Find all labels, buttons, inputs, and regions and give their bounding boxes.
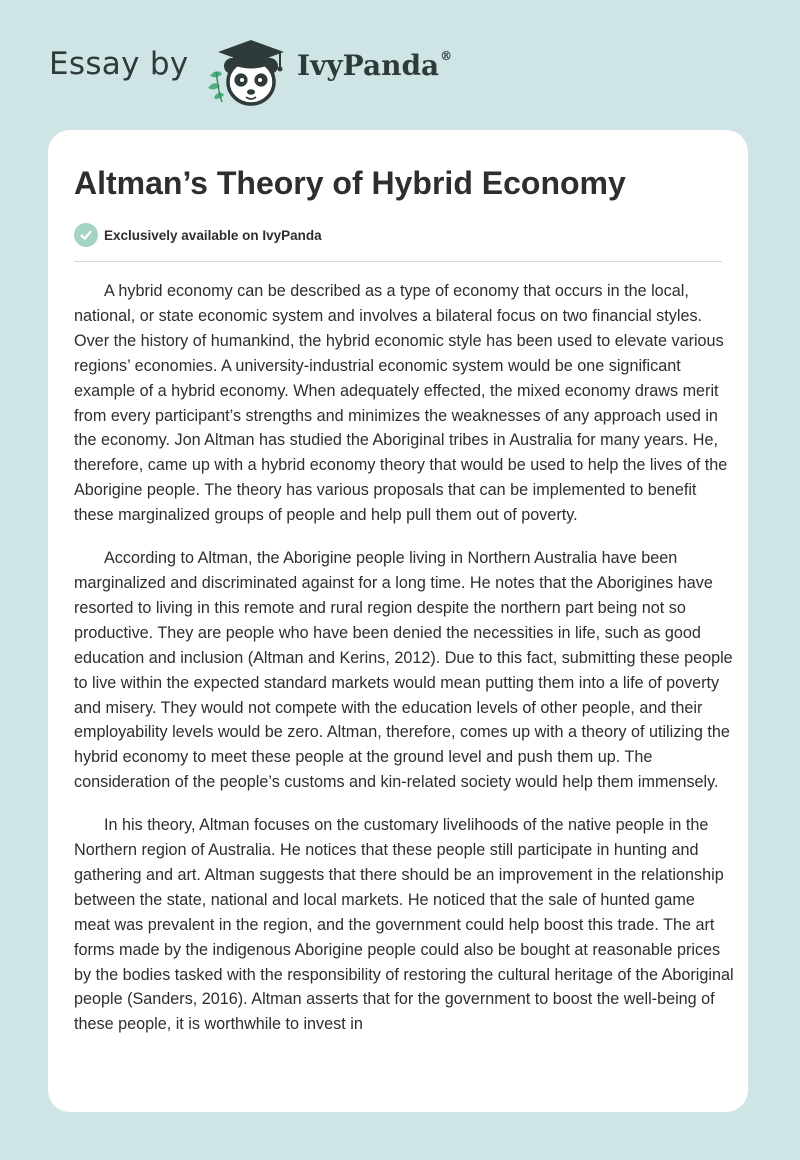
essay-body — [74, 279, 734, 1055]
essay-card — [48, 130, 748, 1112]
exclusive-badge — [74, 222, 322, 248]
check-circle-icon — [74, 223, 98, 247]
registered-mark: ® — [440, 49, 453, 63]
brand-name: IvyPanda® — [297, 49, 453, 82]
essay-paragraph: According to Altman, the Aborigine people living in Northern Australia have been marginalized and discriminated against for a long time. He notes that the Aborigines have resorted to living in this remote and rural region despite the northern part being not so productive. They are people who have been denied the necessities in life, such as good education and inclusion (Altman and Kerins, 2012). Due to this fact, submitting these people to live within the expected standard markets would mean putting them into a life of poverty and misery. They would not compete with the education levels of other people, and their employability levels would be zero. Altman, therefore, comes up with a theory of utilizing the hybrid economy to meet these people at the ground level and push them up. The consideration of the people’s customs and kin-related society would help them immensely. — [74, 549, 733, 792]
panda-graduation-cap-logo — [200, 36, 292, 108]
divider — [74, 261, 722, 262]
essay-paragraph: A hybrid economy can be described as a type of economy that occurs in the local, national, or state economic system and involves a bilateral focus on two financial styles. Over the history of humankind, the hybrid economic style has been used to elevate various regions’ economies. A university-industrial economic system would be one significant example of a hybrid economy. When adequately effected, the mixed economy draws merit from every participant’s strengths and minimizes the weaknesses of any approach used in the economy. Jon Altman has studied the Aboriginal tribes in Australia for many years. He, therefore, came up with a hybrid economy theory that would be used to help the lives of the Aborigine people. The theory has various proposals that can be implemented to benefit these marginalized groups of people and help pull them out of poverty. — [74, 282, 728, 525]
essay-by-label: Essay by — [49, 46, 189, 82]
page-title: Altman’s Theory of Hybrid Economy — [74, 165, 626, 201]
essay-paragraph: In his theory, Altman focuses on the customary livelihoods of the native people in the Northern region of Australia. He notices that these people still participate in hunting and gathering and art. Altman suggests that there should be an improvement in the relationship between the state, national and local markets. He noticed that the sale of hunted game meat was prevalent in the region, and the government could help boost this trade. The art forms made by the indigenous Aborigine people could also be bought at reasonable prices by the bodies tasked with the responsibility of restoring the cultural heritage of the Aboriginal people (Sanders, 2016). Altman asserts that for the government to boost the well-being of these people, it is worthwhile to invest in — [74, 816, 734, 1034]
exclusive-badge-label: Exclusively available on IvyPanda — [104, 227, 322, 243]
site-header — [0, 0, 800, 120]
